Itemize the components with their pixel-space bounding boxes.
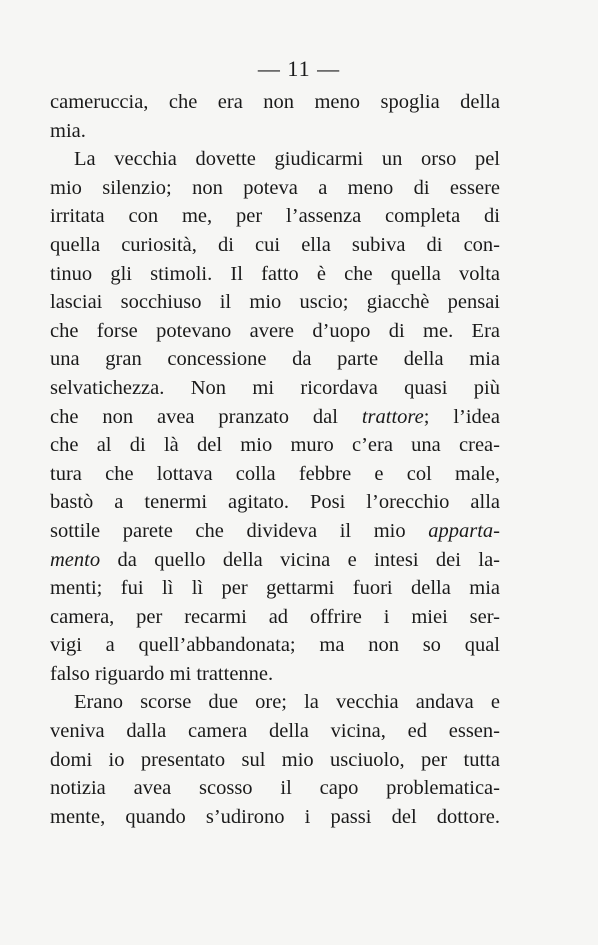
text-fragment: tinuo gli stimoli. Il fatto è che quella volta [50, 262, 500, 285]
text-fragment: irritata con me, per l’assenza completa di [50, 205, 500, 228]
text-fragment: sottile parete che divideva il mio [50, 519, 429, 542]
text-fragment: che al di là del mio muro c’era una crea- [50, 434, 500, 457]
text-fragment: menti; fui lì lì per gettarmi fuori della mia [50, 577, 500, 600]
text-fragment: camera, per recarmi ad offrire i miei ser- [50, 605, 500, 628]
text-line [50, 174, 500, 203]
text-line [50, 317, 500, 346]
text-fragment: tura che lottava colla febbre e col male, [50, 462, 500, 485]
text-fragment: quella curiosità, di cui ella subiva di con- [50, 233, 500, 256]
text-line [50, 202, 500, 231]
page-number: — 11 — [257, 56, 341, 81]
text-line [50, 688, 500, 717]
text-line [50, 260, 500, 289]
text-line [50, 717, 500, 746]
text-line [50, 631, 500, 660]
text-fragment: che non avea pranzato dal [50, 405, 362, 428]
text-line [50, 345, 500, 374]
text-fragment: domi io presentato sul mio usciuolo, per tutta [50, 748, 500, 771]
text-fragment: mio silenzio; non poteva a meno di essere [50, 176, 500, 199]
text-line [50, 574, 500, 603]
text-line [50, 288, 500, 317]
text-fragment: Erano scorse due ore; la vecchia andava e [74, 691, 500, 714]
text-fragment: da quello della vicina e intesi dei la- [100, 548, 500, 571]
text-fragment: mia. [50, 119, 86, 142]
text-line [50, 117, 500, 146]
text-line [50, 746, 500, 775]
text-line [50, 603, 500, 632]
text-fragment: bastò a tenermi agitato. Posi l’orecchio alla [50, 491, 500, 514]
text-line [50, 546, 500, 575]
text-line [50, 488, 500, 517]
text-fragment: La vecchia dovette giudicarmi un orso pel [74, 148, 500, 171]
text-line [50, 660, 500, 689]
text-line [50, 517, 500, 546]
text-line [50, 803, 500, 832]
text-fragment: lasciai socchiuso il mio uscio; giacchè pensai [50, 291, 500, 314]
body-text [50, 88, 500, 831]
text-line [50, 431, 500, 460]
text-fragment: ; l’idea [423, 405, 500, 428]
text-line [50, 374, 500, 403]
text-line [50, 460, 500, 489]
text-line [50, 774, 500, 803]
text-fragment: mente, quando s’udirono i passi del dottore. [50, 805, 500, 828]
text-fragment: veniva dalla camera della vicina, ed essen- [50, 720, 500, 743]
text-fragment: notizia avea scosso il capo problematica- [50, 777, 500, 800]
text-fragment: una gran concessione da parte della mia [50, 348, 500, 371]
text-fragment: selvatichezza. Non mi ricordava quasi più [50, 376, 500, 399]
text-fragment: cameruccia, che era non meno spoglia della [50, 91, 500, 113]
text-fragment: che forse potevano avere d’uopo di me. Era [50, 319, 500, 342]
text-line [50, 145, 500, 174]
italic-word: apparta- [428, 519, 500, 542]
text-fragment: vigi a quell’abbandonata; ma non so qual [50, 634, 500, 657]
text-line [50, 231, 500, 260]
italic-word: mento [50, 548, 101, 571]
text-fragment: falso riguardo mi trattenne. [50, 662, 274, 685]
text-line [50, 403, 500, 432]
text-line [50, 88, 500, 117]
italic-word: trattore [361, 405, 424, 428]
